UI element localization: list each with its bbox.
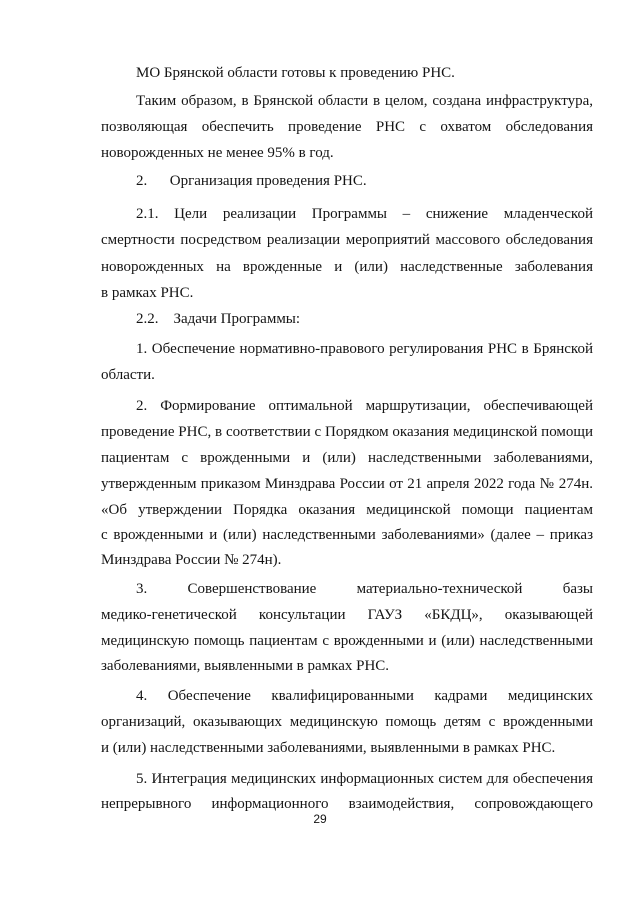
- list-item-line: 1. Обеспечение нормативно-правового регулирования РНС в Брянской: [136, 341, 593, 357]
- list-item-line: заболеваниями, выявленными в рамках РНС.: [101, 658, 390, 674]
- list-item-line: области.: [101, 367, 155, 383]
- text-line: новорожденных на врожденные и (или) наследственные заболевания: [101, 259, 593, 275]
- text-line: МО Брянской области готовы к проведению РНС.: [136, 65, 455, 81]
- list-item-line: непрерывного информационного взаимодействия, сопровождающего: [101, 796, 593, 812]
- list-item-line: организаций, оказывающих медицинскую помощь детям с врожденными: [101, 714, 593, 730]
- list-item-line: проведение РНС, в соответствии с Порядком оказания медицинской помощи: [101, 424, 593, 440]
- text-line: позволяющая обеспечить проведение РНС с охватом обследования: [101, 119, 593, 135]
- list-item-line: 5. Интеграция медицинских информационных систем для обеспечения: [136, 771, 593, 787]
- list-item-line: утвержденным приказом Минздрава России от 21 апреля 2022 года № 274н.: [101, 476, 593, 492]
- list-item-line: с врожденными и (или) наследственными заболеваниями» (далее – приказ: [101, 527, 593, 543]
- text-line: Таким образом, в Брянской области в целом, создана инфраструктура,: [136, 93, 593, 109]
- list-item-line: пациентам с врожденными и (или) наследственными заболеваниями,: [101, 450, 593, 466]
- list-item-line: медико-генетической консультации ГАУЗ «БКДЦ», оказывающей: [101, 607, 593, 623]
- text-line: смертности посредством реализации мероприятий массового обследования: [101, 232, 593, 248]
- text-line: новорожденных не менее 95% в год.: [101, 145, 334, 161]
- list-item-line: и (или) наследственными заболеваниями, выявленными в рамках РНС.: [101, 740, 556, 756]
- subsection-heading: 2.2. Задачи Программы:: [136, 311, 301, 327]
- list-item-line: 4. Обеспечение квалифицированными кадрами медицинских: [136, 688, 593, 704]
- list-item-line: Минздрава России № 274н).: [101, 552, 282, 568]
- list-item-line: «Об утверждении Порядка оказания медицинской помощи пациентам: [101, 502, 593, 518]
- list-item-line: медицинскую помощь пациентам с врожденными и (или) наследственными: [101, 633, 593, 649]
- text-line: 2.1. Цели реализации Программы – снижение младенческой: [136, 206, 593, 222]
- section-heading: 2. Организация проведения РНС.: [136, 173, 367, 189]
- text-line: в рамках РНС.: [101, 285, 194, 301]
- list-item-line: 3. Совершенствование материально-технической базы: [136, 581, 593, 597]
- list-item-line: 2. Формирование оптимальной маршрутизации, обеспечивающей: [136, 398, 593, 414]
- page-number: 29: [313, 812, 327, 826]
